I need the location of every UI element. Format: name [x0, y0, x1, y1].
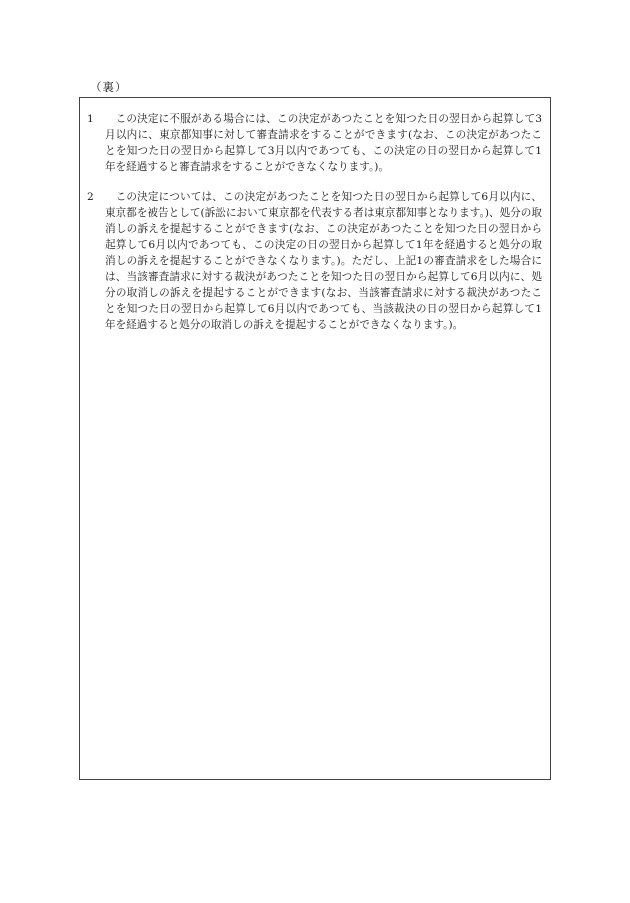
notice-item-number: 2 [87, 191, 94, 203]
notice-item-number: 1 [87, 113, 94, 125]
notice-item-text: この決定については、この決定があつたことを知つた日の翌日から起算して6月以内に、東京都を被告として(訴訟において東京都を代表する者は東京都知事となります。)、処分の取消しの訴えを提起することができます(なお、この決定があつたことを知つた日の翌日から起算して6月以内であつても、この決定の日の翌日から起算して1年を経過すると処分の取消しの訴えを提起することができなくなります。)。ただし、上記1の審査請求をした場合には、当該審査請求に対する裁決があつたことを知つた日の翌日から起算して6月以内に、処分の取消しの訴えを提起することができます(なお、当該審査請求に対する裁決があつたことを知つた日の翌日から起算して6月以内であつても、当該裁決の日の翌日から起算して1年を経過すると処分の取消しの訴えを提起することができなくなります。)。 [105, 191, 542, 331]
notice-frame [79, 97, 551, 780]
notice-item-1 [87, 111, 542, 175]
page-side-label: （裏） [90, 80, 128, 94]
notice-item-2 [87, 189, 542, 333]
notice-item-text: この決定に不服がある場合には、この決定があつたことを知つた日の翌日から起算して3月以内に、東京都知事に対して審査請求をすることができます(なお、この決定があつたことを知つた日の翌日から起算して3月以内であつても、この決定の日の翌日から起算して1年を経過すると審査請求をすることができなくなります。)。 [105, 113, 542, 173]
